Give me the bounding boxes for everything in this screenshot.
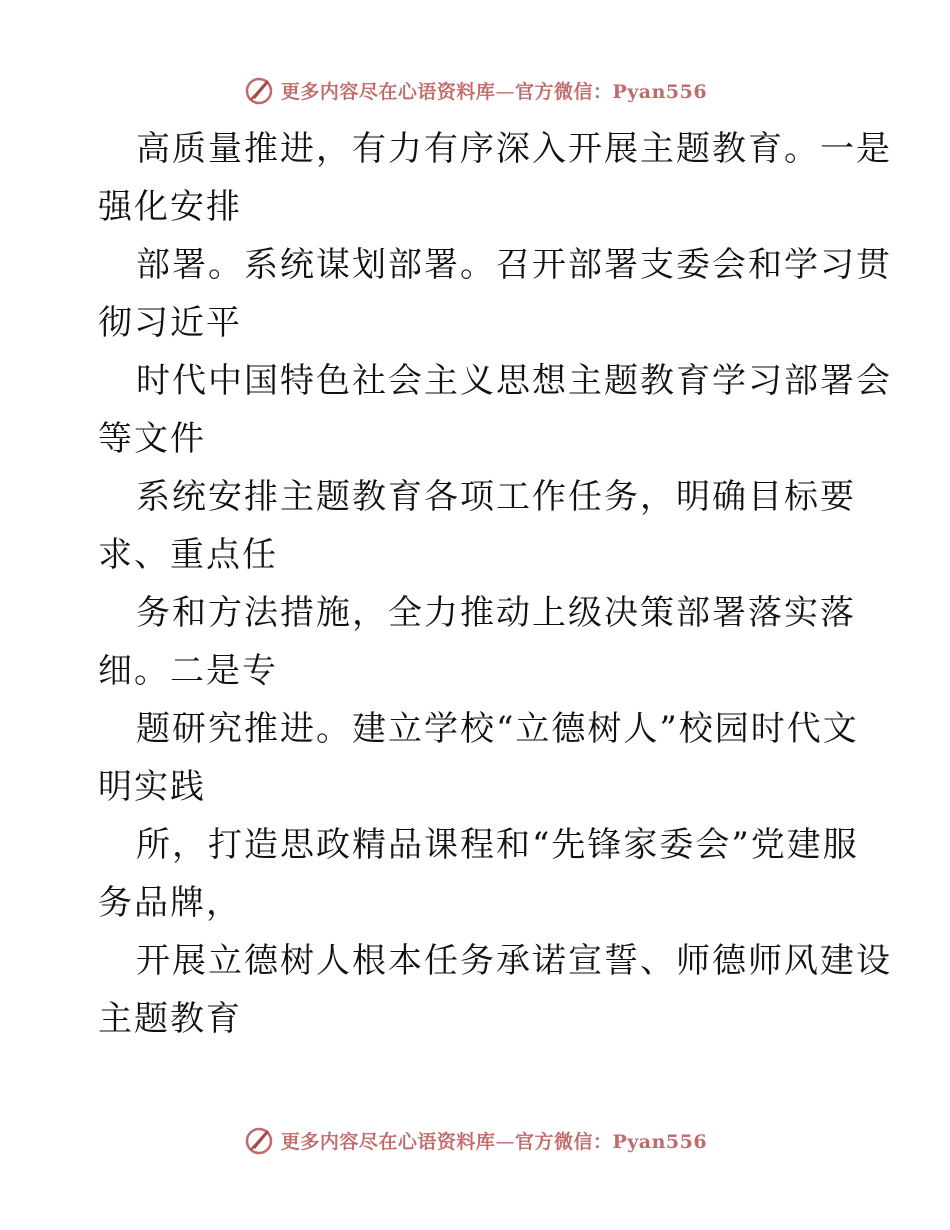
quill-logo-icon	[243, 74, 275, 106]
paragraph-line: 务品牌，	[98, 883, 242, 923]
watermark-text: 更多内容尽在心语资料库—官方微信：Pyan556	[280, 1130, 708, 1153]
paragraph-line: 时代中国特色社会主义思想主题教育学习部署会	[136, 361, 892, 401]
paragraph-line: 主题教育	[98, 999, 242, 1039]
paragraph-line: 等文件	[98, 419, 206, 459]
paragraph-line: 高质量推进，有力有序深入开展主题教育。一是	[136, 129, 892, 169]
footer-watermark	[0, 1120, 950, 1160]
document-body	[98, 120, 892, 1048]
quill-logo-icon	[243, 1124, 275, 1156]
paragraph-line: 开展立德树人根本任务承诺宣誓、师德师风建设	[136, 941, 892, 981]
paragraph-line: 所，打造思政精品课程和“先锋家委会”党建服	[136, 825, 859, 865]
paragraph-line: 求、重点任	[98, 535, 278, 575]
paragraph-line: 强化安排	[98, 187, 242, 227]
paragraph-line: 系统安排主题教育各项工作任务，明确目标要	[136, 477, 856, 517]
paragraph-line: 题研究推进。建立学校“立德树人”校园时代文	[136, 709, 859, 749]
watermark-text: 更多内容尽在心语资料库—官方微信：Pyan556	[280, 80, 708, 103]
paragraph-line: 部署。系统谋划部署。召开部署支委会和学习贯	[136, 245, 892, 285]
paragraph-line: 明实践	[98, 767, 206, 807]
paragraph-line: 细。二是专	[98, 651, 278, 691]
paragraph-line: 彻习近平	[98, 303, 242, 343]
header-watermark	[0, 70, 950, 110]
paragraph-line: 务和方法措施，全力推动上级决策部署落实落	[136, 593, 856, 633]
